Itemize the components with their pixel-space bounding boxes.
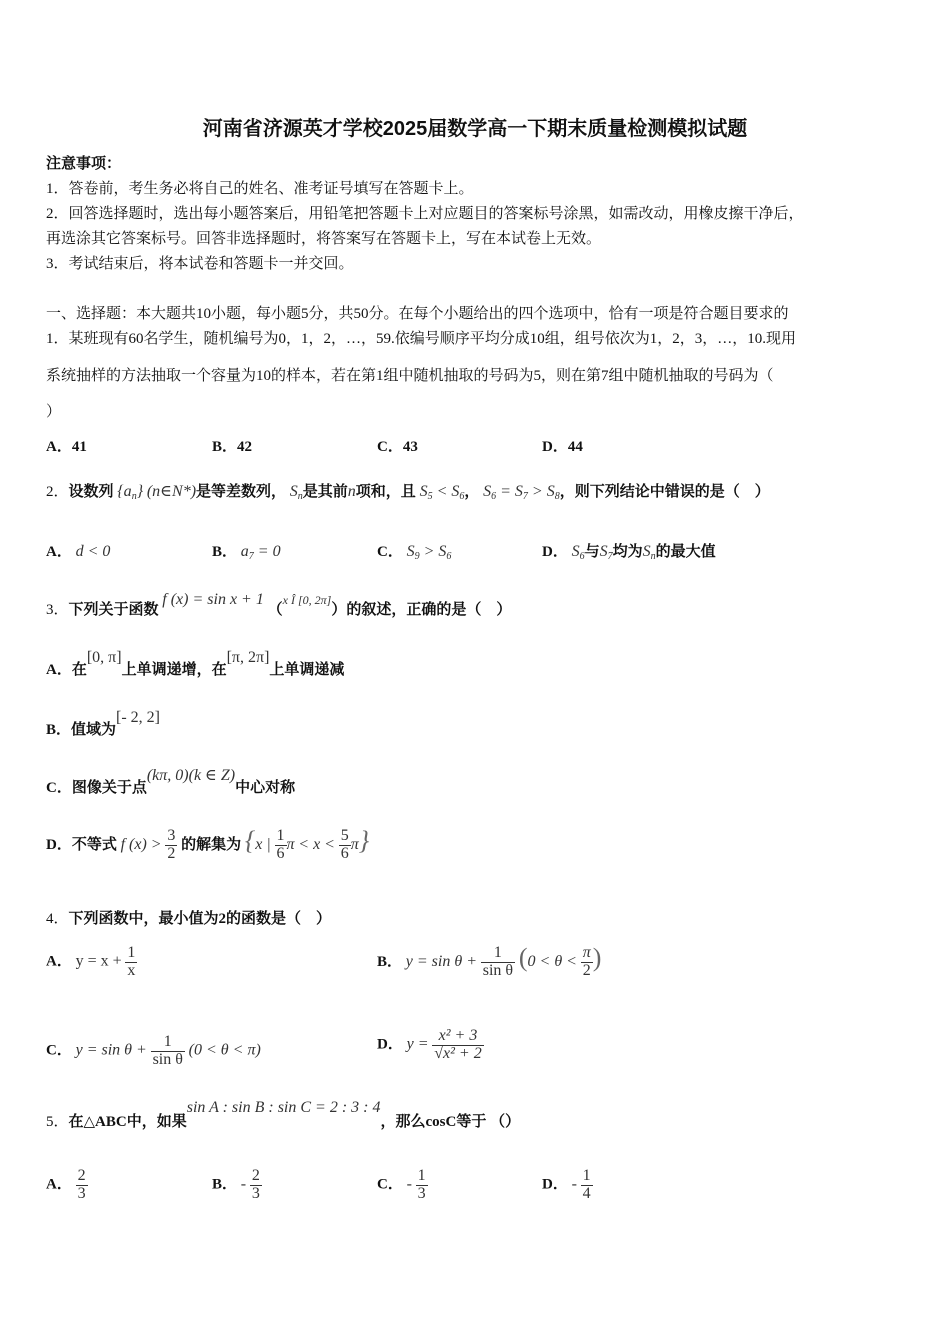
q2-option-d: D． $S_6$与$S_7$均为$S_n$的最大值 [542,543,716,562]
q5-stem: 5．在△ABC中，如果sin A : sin B : sin C = 2 : 3 : 4，那么cosC等于 （） [46,1099,521,1130]
q2-text-6: ，则下列结论中错误的是（ ） [559,484,770,500]
q5-option-b: B． - $\frac{2}{3}$ [212,1167,260,1202]
q4-option-a: A． y = x + $\frac{1}{x}$ [46,944,136,979]
q2-cond-1: $S_5 < S_6$ [419,483,465,502]
q2-option-b: B． $a_7 = 0$ [212,543,281,562]
q2-text-2: 是等差数列， [196,484,287,500]
q4-option-b: B． y = sin θ + $\frac{1}{\text{sin θ}}$ (0 < θ < $\frac{\pi}{2}$ ) [377,943,602,980]
q2-sequence: $\{a_n\}$ [117,483,144,502]
q2-text-3: 是其前 [302,484,348,500]
q5-option-a: A． $\frac{2}{3}$ [46,1167,86,1202]
q2-text-1: 设数列 [68,484,114,500]
q5-ratio: sin A : sin B : sin C = 2 : 3 : 4 [186,1099,381,1116]
q2-number: 2． [46,484,69,500]
q5-option-c: C． - $\frac{1}{3}$ [377,1167,426,1202]
q2-n: n [347,483,356,500]
q1-option-b: B．42 [212,439,253,455]
q1-option-d: D．44 [542,439,583,455]
q1-line-2: 系统抽样的方法抽取一个容量为10的样本，若在第1组中随机抽取的号码为5，则在第7组中随机抽取的号码为（ [46,368,774,384]
q4-option-d: D． y = $\frac{\text{x² + 3}}{\text{√x² + 2}}$ [377,1027,482,1062]
notice-item-2-cont: 再选涂其它答案标号。回答非选择题时，将答案写在答题卡上，写在本试卷上无效。 [46,231,602,247]
q3-option-a: A．在[0, π]上单调递增，在[π, 2π]上单调递减 [46,649,345,678]
section-heading: 一、选择题：本大题共10小题，每小题5分，共50分。在每个小题给出的四个选项中，恰有一项是符合题目要求的 [46,306,789,322]
q2-text-4: 项和，且 [355,484,416,500]
q1-line-3: ） [46,404,62,420]
notice-heading: 注意事项： [46,156,122,172]
q2-condition: (n∈N*) [146,483,197,500]
q3-option-b: B．值域为[- 2, 2] [46,709,160,738]
q2-text-5: ， [464,484,480,500]
q2-option-a: A． d < 0 [46,543,111,560]
q3-option-d: D．不等式 f (x) > $\frac{3}{2}$ 的解集为 {x | $\frac{1}{6}$ π < x < $\frac{5}{6}$ π} [46,826,370,863]
q2-option-c: C． $S_9 > S_6$ [377,543,452,562]
notice-item-1: 1．答卷前，考生务必将自己的姓名、准考证号填写在答题卡上。 [46,181,474,197]
q5-option-d: D． - $\frac{1}{4}$ [542,1167,591,1202]
q1-option-a: A．41 [46,439,87,455]
q3-stem: 3．下列关于函数 f (x) = sin x + 1 （$^{x Î [0, 2\pi]}$）的叙述，正确的是（ ） [46,591,512,618]
q1-option-c: C．43 [377,439,418,455]
q2-stem [46,480,770,502]
q4-stem: 4．下列函数中，最小值为2的函数是（ ） [46,911,332,927]
q1-line-1: 1．某班现有60名学生，随机编号为0，1，2，…，59.依编号顺序平均分成10组，组号依次为1，2，3，…，10.现用 [46,331,797,347]
page-title: 河南省济源英才学校2025届数学高一下期末质量检测模拟试题 [202,118,748,140]
q3-function: f (x) = sin x + 1 [162,591,264,608]
q4-option-c: C． y = sin θ + $\frac{1}{\text{sin θ}}$ (0 < θ < π) [46,1033,261,1068]
q3-option-c: C．图像关于点(kπ, 0)(k ∈ Z)中心对称 [46,767,296,796]
notice-item-2: 2．回答选择题时，选出每小题答案后，用铅笔把答题卡上对应题目的答案标号涂黑，如需改动，用橡皮擦干净后， [46,206,804,222]
q2-sn: $S_n$ [289,483,303,502]
q3-domain: x Î [0, 2π] [282,593,332,607]
notice-item-3: 3．考试结束后，将本试卷和答题卡一并交回。 [46,256,354,272]
q2-cond-2: $S_6 = S_7 > S_8$ [483,483,560,502]
